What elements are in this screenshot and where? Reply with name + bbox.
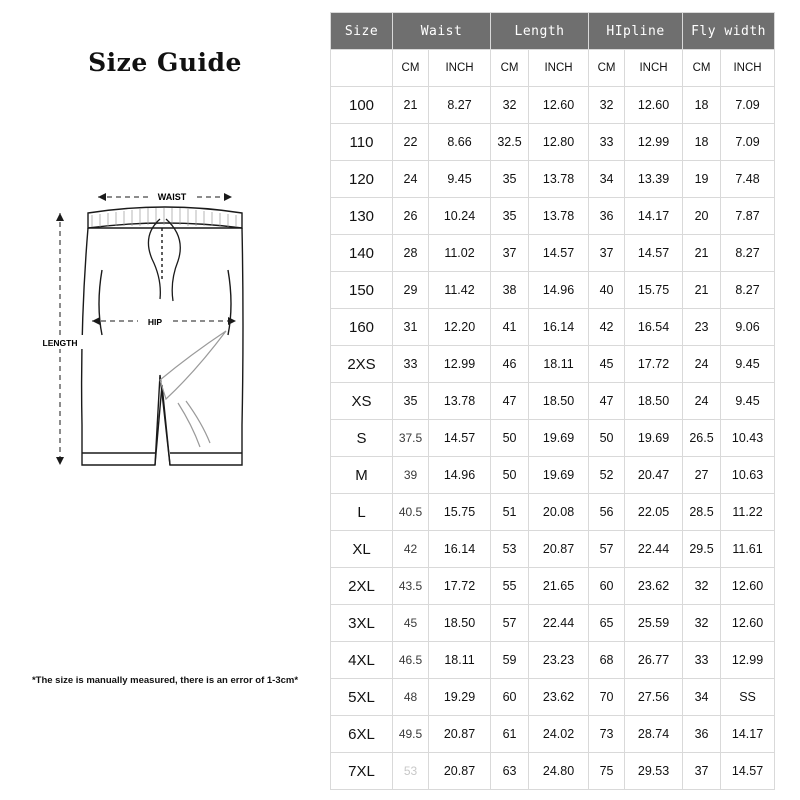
cell-fly-inch: 11.61 xyxy=(721,531,775,568)
cell-waist-inch: 20.87 xyxy=(429,753,491,790)
cell-size: M xyxy=(331,457,393,494)
cell-hip-cm: 68 xyxy=(589,642,625,679)
cell-fly-inch: 7.09 xyxy=(721,124,775,161)
cell-hip-cm: 75 xyxy=(589,753,625,790)
cell-fly-cm: 32 xyxy=(683,605,721,642)
unit-fly-cm: CM xyxy=(683,50,721,87)
table-row xyxy=(331,124,775,161)
cell-waist-inch: 20.87 xyxy=(429,716,491,753)
cell-fly-cm: 20 xyxy=(683,198,721,235)
size-table-wrap xyxy=(330,12,788,790)
cell-fly-inch: 7.48 xyxy=(721,161,775,198)
cell-fly-inch: 8.27 xyxy=(721,235,775,272)
cell-length-inch: 13.78 xyxy=(529,198,589,235)
cell-fly-inch: 12.60 xyxy=(721,605,775,642)
table-row xyxy=(331,198,775,235)
cell-length-inch: 13.78 xyxy=(529,161,589,198)
cell-size: L xyxy=(331,494,393,531)
table-row xyxy=(331,309,775,346)
cell-length-cm: 37 xyxy=(491,235,529,272)
cell-waist-inch: 19.29 xyxy=(429,679,491,716)
table-row xyxy=(331,494,775,531)
cell-length-cm: 61 xyxy=(491,716,529,753)
header-size: Size xyxy=(331,13,393,50)
unit-waist-cm: CM xyxy=(393,50,429,87)
unit-hip-inch: INCH xyxy=(625,50,683,87)
unit-waist-inch: INCH xyxy=(429,50,491,87)
cell-hip-inch: 18.50 xyxy=(625,383,683,420)
cell-waist-inch: 14.96 xyxy=(429,457,491,494)
cell-fly-cm: 24 xyxy=(683,383,721,420)
cell-fly-cm: 28.5 xyxy=(683,494,721,531)
cell-waist-cm: 46.5 xyxy=(393,642,429,679)
cell-hip-inch: 12.60 xyxy=(625,87,683,124)
cell-fly-cm: 33 xyxy=(683,642,721,679)
table-row xyxy=(331,346,775,383)
cell-hip-cm: 56 xyxy=(589,494,625,531)
table-row xyxy=(331,568,775,605)
cell-hip-inch: 14.17 xyxy=(625,198,683,235)
cell-hip-inch: 19.69 xyxy=(625,420,683,457)
cell-length-cm: 41 xyxy=(491,309,529,346)
waist-label: WAIST xyxy=(157,192,187,202)
cell-length-inch: 23.23 xyxy=(529,642,589,679)
cell-length-inch: 14.96 xyxy=(529,272,589,309)
cell-hip-inch: 17.72 xyxy=(625,346,683,383)
cell-length-inch: 19.69 xyxy=(529,457,589,494)
cell-hip-inch: 14.57 xyxy=(625,235,683,272)
cell-waist-inch: 11.02 xyxy=(429,235,491,272)
cell-fly-inch: 9.06 xyxy=(721,309,775,346)
shorts-diagram-svg xyxy=(10,175,320,515)
cell-length-cm: 53 xyxy=(491,531,529,568)
cell-fly-inch: 8.27 xyxy=(721,272,775,309)
cell-length-inch: 18.50 xyxy=(529,383,589,420)
cell-fly-cm: 27 xyxy=(683,457,721,494)
cell-length-cm: 51 xyxy=(491,494,529,531)
shorts-diagram xyxy=(10,175,320,515)
cell-size: 4XL xyxy=(331,642,393,679)
cell-length-cm: 59 xyxy=(491,642,529,679)
cell-waist-cm: 22 xyxy=(393,124,429,161)
cell-hip-cm: 33 xyxy=(589,124,625,161)
cell-length-cm: 63 xyxy=(491,753,529,790)
table-unit-row xyxy=(331,50,775,87)
cell-hip-inch: 23.62 xyxy=(625,568,683,605)
cell-waist-inch: 15.75 xyxy=(429,494,491,531)
cell-length-cm: 46 xyxy=(491,346,529,383)
unit-hip-cm: CM xyxy=(589,50,625,87)
cell-size: 130 xyxy=(331,198,393,235)
cell-waist-cm: 45 xyxy=(393,605,429,642)
cell-waist-cm: 21 xyxy=(393,87,429,124)
cell-length-cm: 32.5 xyxy=(491,124,529,161)
cell-waist-cm: 42 xyxy=(393,531,429,568)
cell-fly-cm: 36 xyxy=(683,716,721,753)
table-row xyxy=(331,457,775,494)
cell-fly-inch: 7.09 xyxy=(721,87,775,124)
cell-waist-cm: 53 xyxy=(393,753,429,790)
cell-waist-inch: 8.66 xyxy=(429,124,491,161)
cell-size: 150 xyxy=(331,272,393,309)
cell-hip-inch: 15.75 xyxy=(625,272,683,309)
cell-fly-cm: 21 xyxy=(683,272,721,309)
cell-hip-cm: 40 xyxy=(589,272,625,309)
cell-size: 140 xyxy=(331,235,393,272)
cell-waist-inch: 8.27 xyxy=(429,87,491,124)
cell-hip-cm: 60 xyxy=(589,568,625,605)
cell-waist-cm: 37.5 xyxy=(393,420,429,457)
cell-fly-cm: 37 xyxy=(683,753,721,790)
cell-waist-inch: 16.14 xyxy=(429,531,491,568)
cell-waist-cm: 35 xyxy=(393,383,429,420)
header-length: Length xyxy=(491,13,589,50)
cell-fly-inch: 14.57 xyxy=(721,753,775,790)
cell-hip-cm: 47 xyxy=(589,383,625,420)
cell-length-inch: 24.80 xyxy=(529,753,589,790)
cell-fly-inch: 12.99 xyxy=(721,642,775,679)
table-row xyxy=(331,753,775,790)
cell-length-cm: 35 xyxy=(491,161,529,198)
cell-fly-inch: 11.22 xyxy=(721,494,775,531)
cell-fly-inch: 14.17 xyxy=(721,716,775,753)
cell-hip-cm: 52 xyxy=(589,457,625,494)
cell-length-cm: 47 xyxy=(491,383,529,420)
cell-waist-cm: 28 xyxy=(393,235,429,272)
cell-hip-inch: 13.39 xyxy=(625,161,683,198)
cell-waist-cm: 29 xyxy=(393,272,429,309)
cell-size: 7XL xyxy=(331,753,393,790)
cell-waist-cm: 31 xyxy=(393,309,429,346)
cell-hip-cm: 34 xyxy=(589,161,625,198)
table-body xyxy=(331,87,775,790)
cell-waist-cm: 40.5 xyxy=(393,494,429,531)
cell-fly-cm: 23 xyxy=(683,309,721,346)
cell-length-inch: 24.02 xyxy=(529,716,589,753)
header-waist: Waist xyxy=(393,13,491,50)
cell-waist-inch: 17.72 xyxy=(429,568,491,605)
cell-length-inch: 16.14 xyxy=(529,309,589,346)
cell-size: 2XL xyxy=(331,568,393,605)
cell-length-cm: 55 xyxy=(491,568,529,605)
cell-length-cm: 50 xyxy=(491,420,529,457)
cell-waist-cm: 33 xyxy=(393,346,429,383)
cell-waist-cm: 48 xyxy=(393,679,429,716)
cell-length-inch: 12.80 xyxy=(529,124,589,161)
header-fly-width: Fly width xyxy=(683,13,775,50)
page-title: Size Guide xyxy=(88,48,242,77)
measurement-note: *The size is manually measured, there is an error of 1-3cm* xyxy=(31,675,299,686)
cell-waist-cm: 26 xyxy=(393,198,429,235)
table-row xyxy=(331,420,775,457)
cell-waist-cm: 39 xyxy=(393,457,429,494)
cell-length-inch: 23.62 xyxy=(529,679,589,716)
cell-size: S xyxy=(331,420,393,457)
cell-size: 2XS xyxy=(331,346,393,383)
cell-size: 3XL xyxy=(331,605,393,642)
cell-fly-inch: 10.43 xyxy=(721,420,775,457)
cell-length-cm: 32 xyxy=(491,87,529,124)
table-row xyxy=(331,383,775,420)
cell-fly-cm: 21 xyxy=(683,235,721,272)
cell-fly-inch: 9.45 xyxy=(721,346,775,383)
cell-hip-inch: 16.54 xyxy=(625,309,683,346)
cell-fly-inch: SS xyxy=(721,679,775,716)
table-row xyxy=(331,87,775,124)
cell-fly-inch: 9.45 xyxy=(721,383,775,420)
table-row xyxy=(331,161,775,198)
table-header-row xyxy=(331,13,775,50)
cell-fly-inch: 10.63 xyxy=(721,457,775,494)
cell-waist-inch: 12.20 xyxy=(429,309,491,346)
cell-hip-cm: 36 xyxy=(589,198,625,235)
cell-length-cm: 60 xyxy=(491,679,529,716)
cell-waist-inch: 11.42 xyxy=(429,272,491,309)
cell-hip-inch: 26.77 xyxy=(625,642,683,679)
cell-size: XL xyxy=(331,531,393,568)
table-row xyxy=(331,272,775,309)
length-label: LENGTH xyxy=(42,338,78,348)
cell-fly-cm: 24 xyxy=(683,346,721,383)
cell-hip-cm: 70 xyxy=(589,679,625,716)
unit-length-cm: CM xyxy=(491,50,529,87)
table-row xyxy=(331,531,775,568)
header-hipline: HIpline xyxy=(589,13,683,50)
cell-fly-cm: 18 xyxy=(683,124,721,161)
unit-fly-inch: INCH xyxy=(721,50,775,87)
cell-waist-cm: 24 xyxy=(393,161,429,198)
cell-waist-inch: 13.78 xyxy=(429,383,491,420)
cell-hip-inch: 27.56 xyxy=(625,679,683,716)
hip-label: HIP xyxy=(147,317,163,327)
unit-length-inch: INCH xyxy=(529,50,589,87)
cell-length-inch: 12.60 xyxy=(529,87,589,124)
cell-fly-cm: 34 xyxy=(683,679,721,716)
cell-waist-inch: 9.45 xyxy=(429,161,491,198)
cell-fly-cm: 26.5 xyxy=(683,420,721,457)
cell-length-cm: 35 xyxy=(491,198,529,235)
cell-hip-cm: 50 xyxy=(589,420,625,457)
cell-length-cm: 38 xyxy=(491,272,529,309)
cell-fly-cm: 19 xyxy=(683,161,721,198)
table-row xyxy=(331,642,775,679)
cell-hip-cm: 42 xyxy=(589,309,625,346)
cell-hip-inch: 25.59 xyxy=(625,605,683,642)
cell-hip-inch: 20.47 xyxy=(625,457,683,494)
cell-waist-inch: 18.11 xyxy=(429,642,491,679)
cell-hip-cm: 73 xyxy=(589,716,625,753)
cell-waist-cm: 49.5 xyxy=(393,716,429,753)
cell-waist-cm: 43.5 xyxy=(393,568,429,605)
cell-hip-inch: 22.44 xyxy=(625,531,683,568)
cell-size: 6XL xyxy=(331,716,393,753)
cell-fly-cm: 18 xyxy=(683,87,721,124)
unit-blank xyxy=(331,50,393,87)
cell-waist-inch: 14.57 xyxy=(429,420,491,457)
cell-length-inch: 22.44 xyxy=(529,605,589,642)
cell-length-inch: 18.11 xyxy=(529,346,589,383)
cell-hip-cm: 37 xyxy=(589,235,625,272)
cell-length-inch: 14.57 xyxy=(529,235,589,272)
cell-hip-cm: 65 xyxy=(589,605,625,642)
cell-hip-cm: 45 xyxy=(589,346,625,383)
cell-size: 120 xyxy=(331,161,393,198)
cell-size: 110 xyxy=(331,124,393,161)
cell-fly-inch: 7.87 xyxy=(721,198,775,235)
cell-waist-inch: 12.99 xyxy=(429,346,491,383)
cell-fly-cm: 32 xyxy=(683,568,721,605)
cell-size: XS xyxy=(331,383,393,420)
cell-hip-inch: 12.99 xyxy=(625,124,683,161)
cell-length-inch: 20.08 xyxy=(529,494,589,531)
cell-length-cm: 50 xyxy=(491,457,529,494)
cell-fly-cm: 29.5 xyxy=(683,531,721,568)
cell-hip-inch: 29.53 xyxy=(625,753,683,790)
cell-fly-inch: 12.60 xyxy=(721,568,775,605)
cell-hip-cm: 57 xyxy=(589,531,625,568)
cell-length-inch: 20.87 xyxy=(529,531,589,568)
table-row xyxy=(331,605,775,642)
cell-size: 100 xyxy=(331,87,393,124)
cell-length-inch: 21.65 xyxy=(529,568,589,605)
cell-hip-inch: 28.74 xyxy=(625,716,683,753)
cell-waist-inch: 18.50 xyxy=(429,605,491,642)
cell-waist-inch: 10.24 xyxy=(429,198,491,235)
cell-size: 5XL xyxy=(331,679,393,716)
table-row xyxy=(331,679,775,716)
table-row xyxy=(331,235,775,272)
cell-hip-inch: 22.05 xyxy=(625,494,683,531)
cell-hip-cm: 32 xyxy=(589,87,625,124)
cell-length-inch: 19.69 xyxy=(529,420,589,457)
cell-length-cm: 57 xyxy=(491,605,529,642)
size-table xyxy=(330,12,775,790)
cell-size: 160 xyxy=(331,309,393,346)
table-row xyxy=(331,716,775,753)
illustration-panel xyxy=(0,0,330,800)
